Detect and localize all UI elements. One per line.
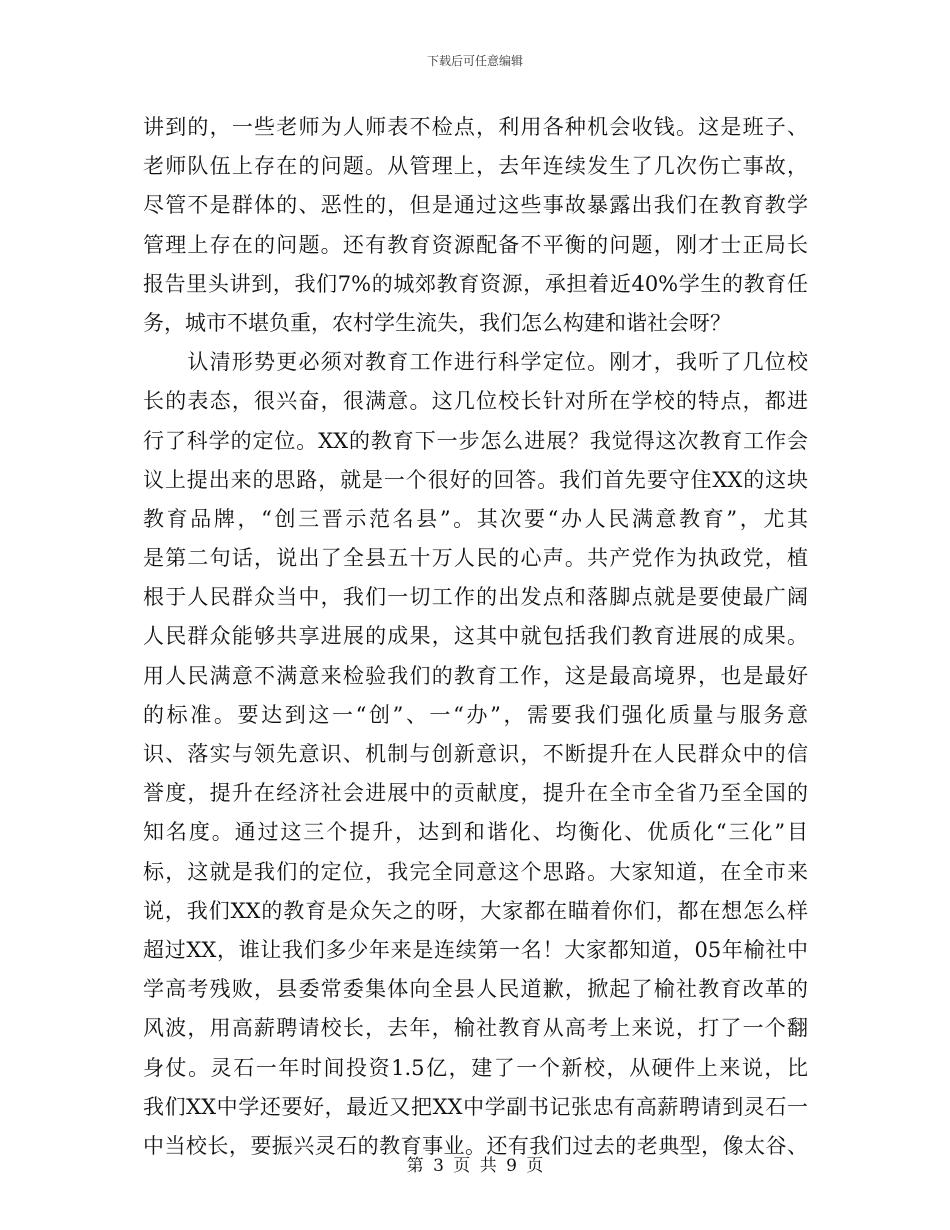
text-line: 根于人民群众当中，我们一切工作的出发点和落脚点就是要使最广阔 bbox=[143, 585, 808, 610]
text-line: 讲到的，一些老师为人师表不检点，利用各种机会收钱。这是班子、 bbox=[143, 115, 808, 139]
text-line: 学高考残败，县委常委集体向全县人民道歉，掀起了榆社教育改革的 bbox=[143, 977, 808, 1002]
page-footer: 第 3 页 共 9 页 bbox=[406, 1156, 544, 1176]
text-line: 誉度，提升在经济社会进展中的贡献度，提升在全市全省乃至全国的 bbox=[143, 781, 808, 806]
page-header: 下载后可任意编辑 bbox=[426, 54, 523, 68]
text-line: 身仗。灵石一年时间投资1.5亿，建了一个新校，从硬件上来说，比 bbox=[143, 1055, 808, 1080]
text-line: 的标准。要达到这一“创”、一“办”，需要我们强化质量与服务意 bbox=[143, 702, 808, 727]
text-line: 人民群众能够共享进展的成果，这其中就包括我们教育进展的成果。 bbox=[143, 624, 808, 649]
text-line: 行了科学的定位。XX的教育下一步怎么进展？我觉得这次教育工作会 bbox=[143, 428, 808, 453]
document-body bbox=[143, 108, 808, 1166]
text-line: 管理上存在的问题。还有教育资源配备不平衡的问题，刚才士正局长 bbox=[143, 232, 808, 257]
text-line: 我们XX中学还要好，最近又把XX中学副书记张忠有高薪聘请到灵石一 bbox=[143, 1094, 808, 1119]
text-line: 务，城市不堪负重，农村学生流失，我们怎么构建和谐社会呀？ bbox=[143, 310, 731, 335]
text-line: 识、落实与领先意识、机制与创新意识，不断提升在人民群众中的信 bbox=[143, 742, 808, 766]
text-line: 尽管不是群体的、恶性的，但是通过这些事故暴露出我们在教育教学 bbox=[143, 193, 808, 218]
text-line: 认清形势更必须对教育工作进行科学定位。刚才，我听了几位校 bbox=[143, 350, 808, 375]
text-line: 用人民满意不满意来检验我们的教育工作，这是最高境界，也是最好 bbox=[143, 663, 808, 688]
text-line: 知名度。通过这三个提升，达到和谐化、均衡化、优质化“三化”目 bbox=[143, 820, 808, 845]
text-line: 风波，用高薪聘请校长，去年，榆社教育从高考上来说，打了一个翻 bbox=[143, 1016, 808, 1041]
text-line: 教育品牌，“创三晋示范名县”。其次要“办人民满意教育”，尤其 bbox=[143, 506, 808, 531]
text-line: 说，我们XX的教育是众矢之的呀，大家都在瞄着你们，都在想怎么样 bbox=[143, 898, 808, 923]
text-line: 超过XX，谁让我们多少年来是连续第一名！大家都知道，05年榆社中 bbox=[143, 937, 808, 962]
text-line: 议上提出来的思路，就是一个很好的回答。我们首先要守住XX的这块 bbox=[143, 467, 808, 492]
text-line: 标，这就是我们的定位，我完全同意这个思路。大家知道，在全市来 bbox=[143, 859, 808, 884]
text-line: 长的表态，很兴奋，很满意。这几位校长针对所在学校的特点，都进 bbox=[143, 389, 808, 414]
text-line: 老师队伍上存在的问题。从管理上，去年连续发生了几次伤亡事故， bbox=[143, 154, 808, 179]
text-line: 中当校长，要振兴灵石的教育事业。还有我们过去的老典型，像太谷、 bbox=[143, 1133, 808, 1158]
text-line: 是第二句话，说出了全县五十万人民的心声。共产党作为执政党，植 bbox=[143, 546, 808, 571]
text-line: 报告里头讲到，我们7%的城郊教育资源，承担着近40%学生的教育任 bbox=[143, 271, 808, 296]
